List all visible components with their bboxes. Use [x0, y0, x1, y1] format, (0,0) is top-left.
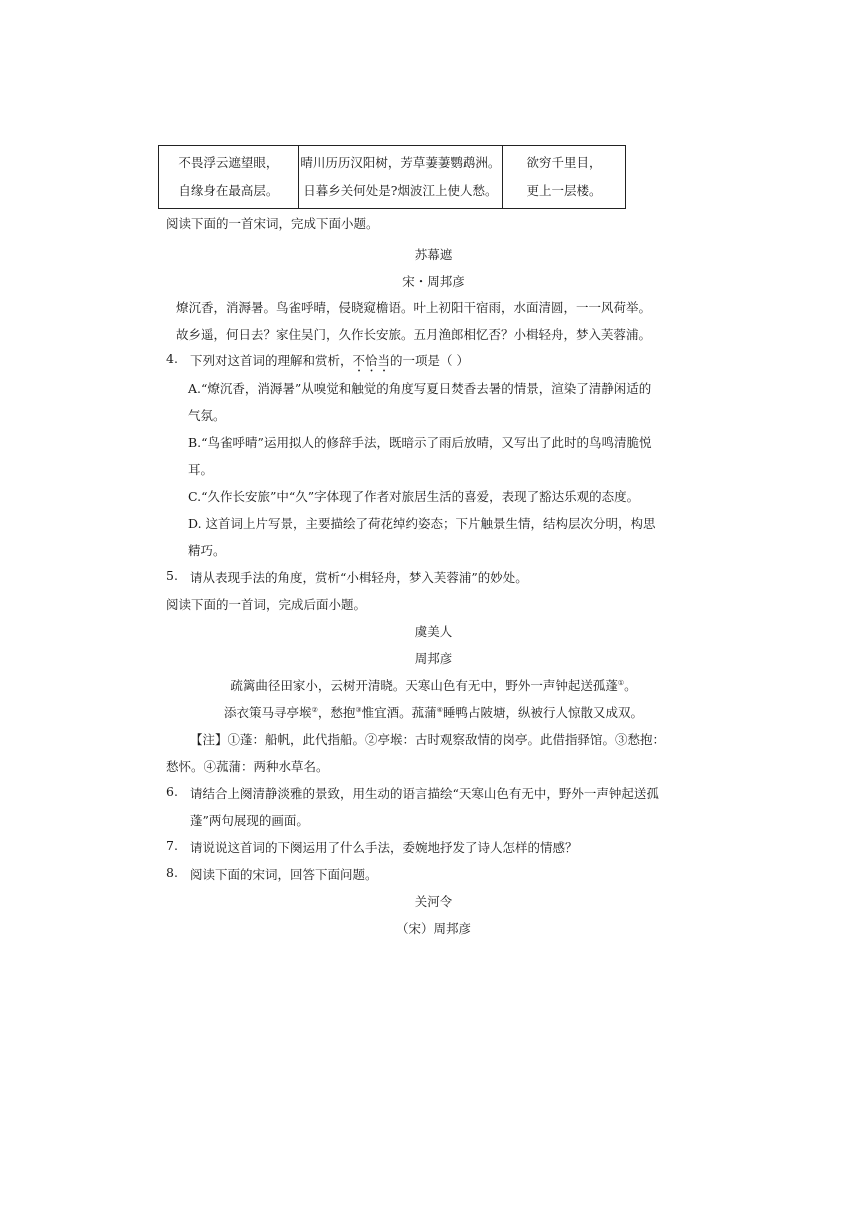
- option-b: B.“鸟雀呼晴”运用拟人的修辞手法，既暗示了雨后放晴，又写出了此时的鸟鸣清脆悦: [188, 435, 652, 450]
- option-a-cont: 气氛。: [188, 408, 226, 423]
- poem-title: 关河令: [414, 894, 453, 909]
- question-text: 请结合上阕清静淡雅的景致，用生动的语言描绘“天寒山色有无中，野外一声钟起送孤: [190, 786, 659, 801]
- option-b-cont: 耳。: [188, 462, 214, 477]
- question-text-cont: 蓬”两句展现的画面。: [190, 813, 309, 828]
- poem-author: 宋・周邦彦: [402, 274, 465, 289]
- question-number: 8.: [166, 865, 178, 880]
- poem-line-text: 惟宜酒。菰蒲: [361, 705, 437, 720]
- footnote: 【注】①蓬：船帆，此代指船。②亭堠：古时观察敌情的岗亭。此借指驿馆。③愁抱：: [190, 732, 666, 747]
- question-number: 5.: [166, 568, 178, 583]
- question-number: 6.: [166, 784, 178, 799]
- question-stem-text: 下列对这首词的理解和赏析，: [190, 353, 353, 368]
- poem-author: （宋）周邦彦: [395, 921, 471, 936]
- poem-line-text: 。: [624, 678, 637, 693]
- question-text: 阅读下面的宋词，回答下面问题。: [190, 867, 378, 882]
- question-text: 请说说这首词的下阕运用了什么手法，委婉地抒发了诗人怎样的情感？: [190, 840, 578, 855]
- poem-line-text: ，愁抱: [317, 705, 356, 720]
- table-cell-line: 日暮乡关何处是?烟波江上使人愁。: [303, 183, 498, 198]
- poem-title: 苏幕遮: [414, 247, 453, 262]
- poem-comparison-table: [158, 145, 626, 209]
- poem-line-text: 添衣策马寻亭堠: [224, 705, 312, 720]
- question-number: 7.: [166, 838, 178, 853]
- footnote-marker: ③: [355, 705, 362, 714]
- emphasis-text: 不恰当: [352, 353, 391, 368]
- question-stem: [190, 351, 469, 375]
- table-cell-line: 欲穷千里目，: [526, 155, 602, 170]
- table-cell-line: 晴川历历汉阳树，芳草萋萋鹦鹉洲。: [300, 155, 501, 170]
- option-c: C.“久作长安旅”中“久”字体现了作者对旅居生活的喜爱，表现了豁达乐观的态度。: [188, 489, 640, 504]
- poem-line: [0, 703, 867, 721]
- table-cell-line: 自缘身在最高层。: [178, 183, 279, 198]
- poem-line: [0, 676, 867, 694]
- footnote-cont: 愁怀。④菰蒲：两种水草名。: [166, 759, 329, 774]
- poem-line-text: 睡鸭占陂塘，纵被行人惊散又成双。: [442, 705, 643, 720]
- table-cell: [502, 146, 625, 209]
- question-stem-text: 的一项是（ ）: [390, 353, 470, 368]
- option-d-cont: 精巧。: [188, 543, 226, 558]
- poem-title: 虞美人: [414, 624, 453, 639]
- poem-line: 燎沉香，消溽暑。鸟雀呼晴，侵晓窥檐语。叶上初阳干宿雨，水面清圆，一一风荷举。: [176, 300, 652, 315]
- reading-instruction: 阅读下面的一首宋词，完成下面小题。: [166, 216, 379, 231]
- table-cell: [298, 146, 502, 209]
- question-number: 4.: [166, 351, 178, 366]
- footnote-marker: ①: [617, 678, 625, 687]
- reading-instruction: 阅读下面的一首词，完成后面小题。: [166, 597, 367, 612]
- option-a: A.“燎沉香，消溽暑”从嗅觉和触觉的角度写夏日焚香去暑的情景，渲染了清静闲适的: [188, 381, 652, 396]
- poem-author: 周邦彦: [414, 651, 453, 666]
- table-cell-line: 不畏浮云遮望眼，: [178, 155, 279, 170]
- footnote-marker: ②: [311, 705, 318, 714]
- table-cell: [159, 146, 299, 209]
- poem-line: 故乡遥，何日去？家住吴门，久作长安旅。五月渔郎相忆否？小楫轻舟，梦入芙蓉浦。: [176, 327, 652, 342]
- option-d: D. 这首词上片写景，主要描绘了荷花绰约姿态；下片触景生情，结构层次分明，构思: [188, 516, 656, 531]
- question-text: 请从表现手法的角度，赏析“小楫轻舟，梦入芙蓉浦”的妙处。: [190, 570, 528, 585]
- poem-line-text: 疏篱曲径田家小，云树开清晓。天寒山色有无中，野外一声钟起送孤蓬: [230, 678, 618, 693]
- footnote-marker: ④: [436, 705, 443, 714]
- table-cell-line: 更上一层楼。: [526, 183, 602, 198]
